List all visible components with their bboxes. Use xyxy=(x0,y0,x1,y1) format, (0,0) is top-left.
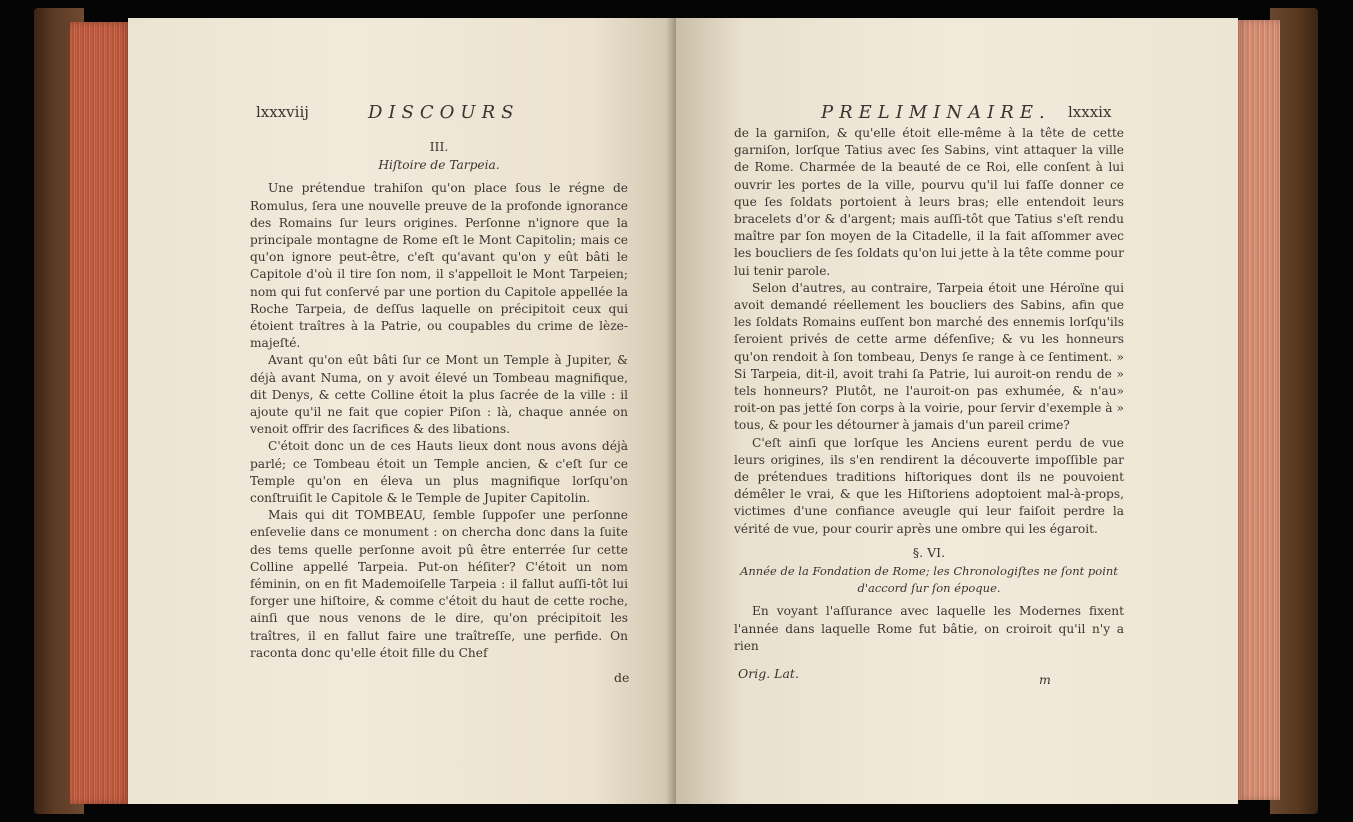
paragraph: C'étoit donc un de ces Hauts lieux dont nous avons déjà parlé; ce Tombeau étoit un Temple ancien, & c'eſt ſur ce Temple qu'on en éleva un plus magnifique lorſqu'on conſtruiſit le Capitole & le Temple de Jupiter Capitolin. xyxy=(250,439,628,506)
paragraph: de la garniſon, & qu'elle étoit elle-même à la tête de cette garniſon, lorſque Tatius avec ſes Sabins, vint attaquer la ville de Rome. Charmée de la beauté de ce Roi, elle conſent à lui ouvrir les portes de la ville, pourvu qu'il lui faſſe donner ce que ſes ſoldats portoient à leurs bras; elle entendoit leurs bracelets d'or & d'argent; mais auſſi-tôt que Tatius s'eſt rendu maître par ſon moyen de la Citadelle, il la fait aſſommer avec les boucliers de ſes ſoldats qu'on lui jette à la tête comme pour lui tenir parole. xyxy=(734,126,1124,278)
paragraph: Selon d'autres, au contraire, Tarpeia étoit une Héroïne qui avoit demandé réellement les boucliers des Sabins, afin que les ſoldats Romains euſſent bon marché des ennemis lorſqu'ils ſeroient privés de cette arme défenſive; & vu les honneurs qu'on rendoit à ſon tombeau, Denys ſe range à ce ſentiment. » Si Tarpeia, dit-il, avoit trahi ſa Patrie, lui auroit-on rendu de » tels honneurs? Plutôt, ne l'auroit-on pas exhumée, & n'au» roit-on pas jetté ſon corps à la voirie, pour ſervir d'exemple à » tous, & pour les détourner à jamais d'un pareil crime? xyxy=(734,280,1124,433)
left-page-number: lxxxviij xyxy=(256,103,309,121)
section-title: Hiſtoire de Tarpeia. xyxy=(378,158,500,173)
left-page xyxy=(128,18,676,804)
right-page-number: lxxxix xyxy=(1068,103,1112,121)
footnote-signature: Orig. Lat. xyxy=(738,666,799,681)
right-page xyxy=(676,18,1238,804)
left-text-block xyxy=(250,136,628,662)
right-text-block xyxy=(734,125,1124,655)
page-edges-left xyxy=(70,22,132,804)
page-edges-right xyxy=(1236,20,1280,800)
section-title: Année de la Fondation de Rome; les Chronologiſtes ne ſont point d'accord ſur ſon époque. xyxy=(740,564,1118,596)
paragraph: Mais qui dit TOMBEAU, ſemble ſuppoſer une perſonne enſevelie dans ce monument : on chercha donc dans la ſuite des tems quelle perſonne avoit pû être enterrée ſur cette Colline appellé Tarpeia. Put-on héſiter? C'étoit un nom féminin, on en fit Mademoiſelle Tarpeia : il fallut auſſi-tôt lui forger une hiſtoire, & comme c'étoit du haut de cette roche, ainſi que nous venons de le dire, qu'on précipitoit les traîtres, il en fallut faire une traîtreſſe, une perfide. On raconta donc qu'elle étoit fille du Chef xyxy=(250,508,628,660)
right-running-title: PRELIMINAIRE. xyxy=(821,102,1051,123)
section-number: §. VI. xyxy=(912,544,946,560)
left-running-title: DISCOURS xyxy=(368,102,520,123)
catchword: de xyxy=(614,670,630,685)
catchword: m xyxy=(1039,672,1051,687)
paragraph: En voyant l'aſſurance avec laquelle les Modernes fixent l'année dans laquelle Rome fut bâtie, on croiroit qu'il n'y a rien xyxy=(734,604,1124,653)
section-number: III. xyxy=(429,139,449,154)
paragraph: Avant qu'on eût bâti ſur ce Mont un Temple à Jupiter, & déjà avant Numa, on y avoit élevé un Tombeau magnifique, dit Denys, & cette Colline étoit la plus ſacrée de la ville : il ajoute qu'il ne fait que copier Piſon : là, chaque année on venoit offrir des ſacrifices & des libations. xyxy=(250,353,628,437)
paragraph: C'eſt ainſi que lorſque les Anciens eurent perdu de vue leurs origines, ils s'en rendirent la découverte impoſſible par de prétendues traditions hiſtoriques dont ils ne pouvoient démêler le vrai, & que les Hiſtoriens adoptoient mal-à-props, victimes d'une confiance aveugle qui leur faiſoit perdre la vérité de vue, pour courir après une ombre qui les égaroit. xyxy=(734,435,1124,536)
paragraph: Une prétendue trahiſon qu'on place ſous le régne de Romulus, ſera une nouvelle preuve de la profonde ignorance des Romains ſur leurs origines. Perſonne n'ignore que la principale montagne de Rome eſt le Mont Capitolin; mais ce qu'on ignore peut-être, c'eſt qu'avant qu'on y eût bâti le Capitole d'où il tire ſon nom, il s'appelloit le Mont Tarpeien; nom qui fut conſervé par une portion du Capitole appellée la Roche Tarpeia, de deſſus laquelle on précipitoit ceux qui étoient traîtres à la Patrie, ou coupables du crime de lèze-majeſté. xyxy=(250,181,628,351)
